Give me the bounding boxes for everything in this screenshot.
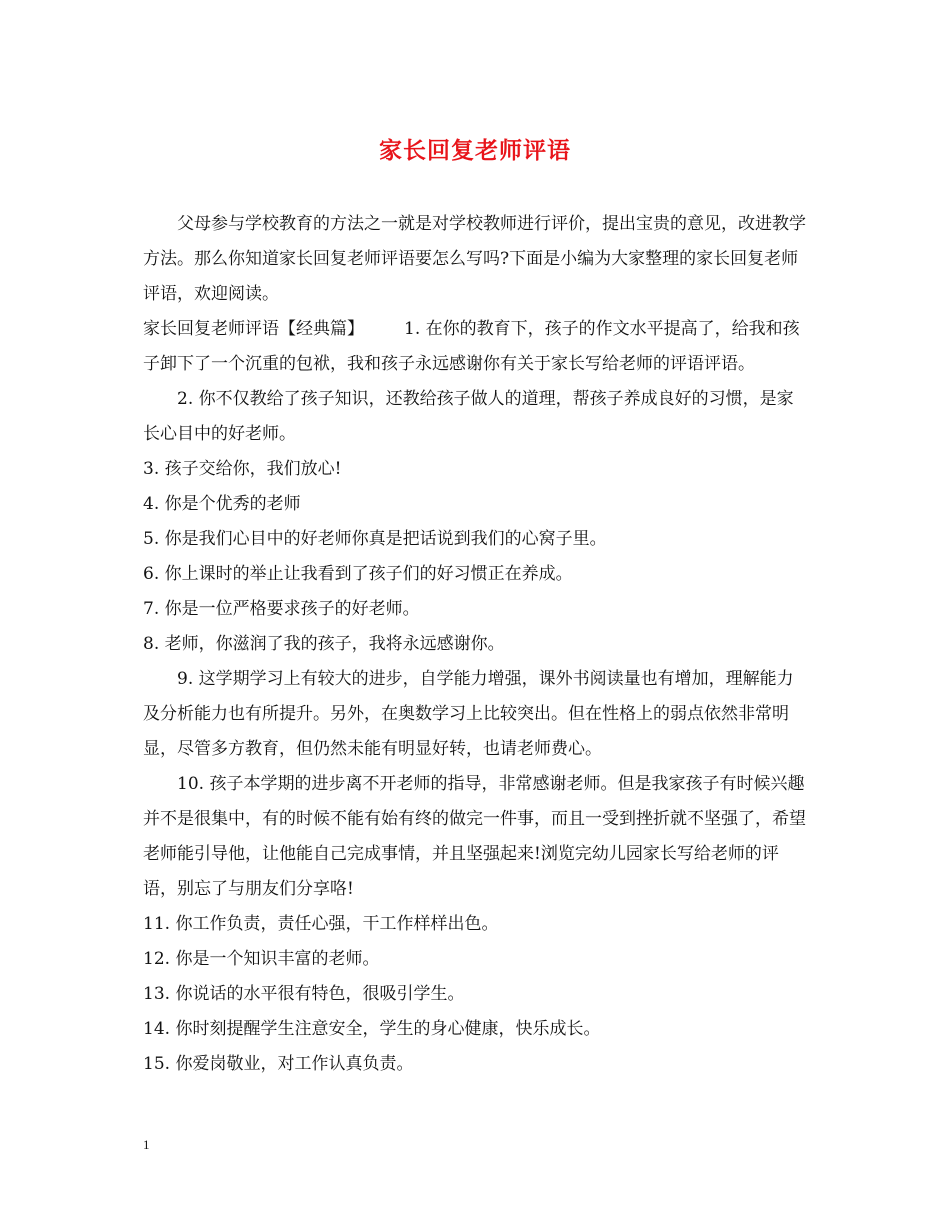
list-item-12: 12. 你是一个知识丰富的老师。 [143,949,380,969]
list-item-5: 5. 你是我们心目中的好老师你真是把话说到我们的心窝子里。 [143,529,607,549]
list-item-13: 13. 你说话的水平很有特色，很吸引学生。 [143,984,465,1004]
document-title: 家长回复老师评语 [379,137,571,164]
list-item-8: 8. 老师，你滋润了我的孩子，我将永远感谢你。 [143,634,505,654]
list-item-6: 6. 你上课时的举止让我看到了孩子们的好习惯正在养成。 [143,564,573,584]
list-item-3: 3. 孩子交给你，我们放心! [143,459,342,479]
list-item-15: 15. 你爱岗敬业，对工作认真负责。 [143,1054,414,1074]
intro-paragraph: 父母参与学校教育的方法之一就是对学校教师进行评价，提出宝贵的意见，改进教学方法。那么你知道家长回复老师评语要怎么写吗?下面是小编为大家整理的家长回复老师评语，欢迎阅读。 [143,214,806,304]
list-item-14: 14. 你时刻提醒学生注意安全，学生的身心健康，快乐成长。 [143,1019,601,1039]
section-heading: 家长回复老师评语【经典篇】 [143,319,364,339]
list-item-4: 4. 你是个优秀的老师 [143,494,301,514]
list-item-9: 9. 这学期学习上有较大的进步，自学能力增强，课外书阅读量也有增加，理解能力及分析能力也有所提升。另外，在奥数学习上比较突出。但在性格上的弱点依然非常明显，尽管多方教育，但仍然未能有明显好转，也请老师费心。 [143,669,794,759]
page-number: 1 [143,1137,150,1152]
list-item-2: 2. 你不仅教给了孩子知识，还教给孩子做人的道理，帮孩子养成良好的习惯，是家长心目中的好老师。 [143,389,794,444]
list-item-10: 10. 孩子本学期的进步离不开老师的指导，非常感谢老师。但是我家孩子有时候兴趣并不是很集中，有的时候不能有始有终的做完一件事，而且一受到挫折就不坚强了，希望老师能引导他，让他能自己完成事情，并且坚强起来!浏览完幼儿园家长写给老师的评语，别忘了与朋友们分享咯! [143,774,806,899]
list-item-1: 1. 在你的教育下，孩子的作文水平提高了，给我和孩子卸下了一个沉重的包袱，我和孩子永远感谢你有关于家长写给老师的评语评语。 [143,319,800,374]
list-item-11: 11. 你工作负责，责任心强，干工作样样出色。 [143,914,499,934]
document-body [143,207,808,1082]
list-item-7: 7. 你是一位严格要求孩子的好老师。 [143,599,420,619]
section-paragraph [143,312,808,382]
